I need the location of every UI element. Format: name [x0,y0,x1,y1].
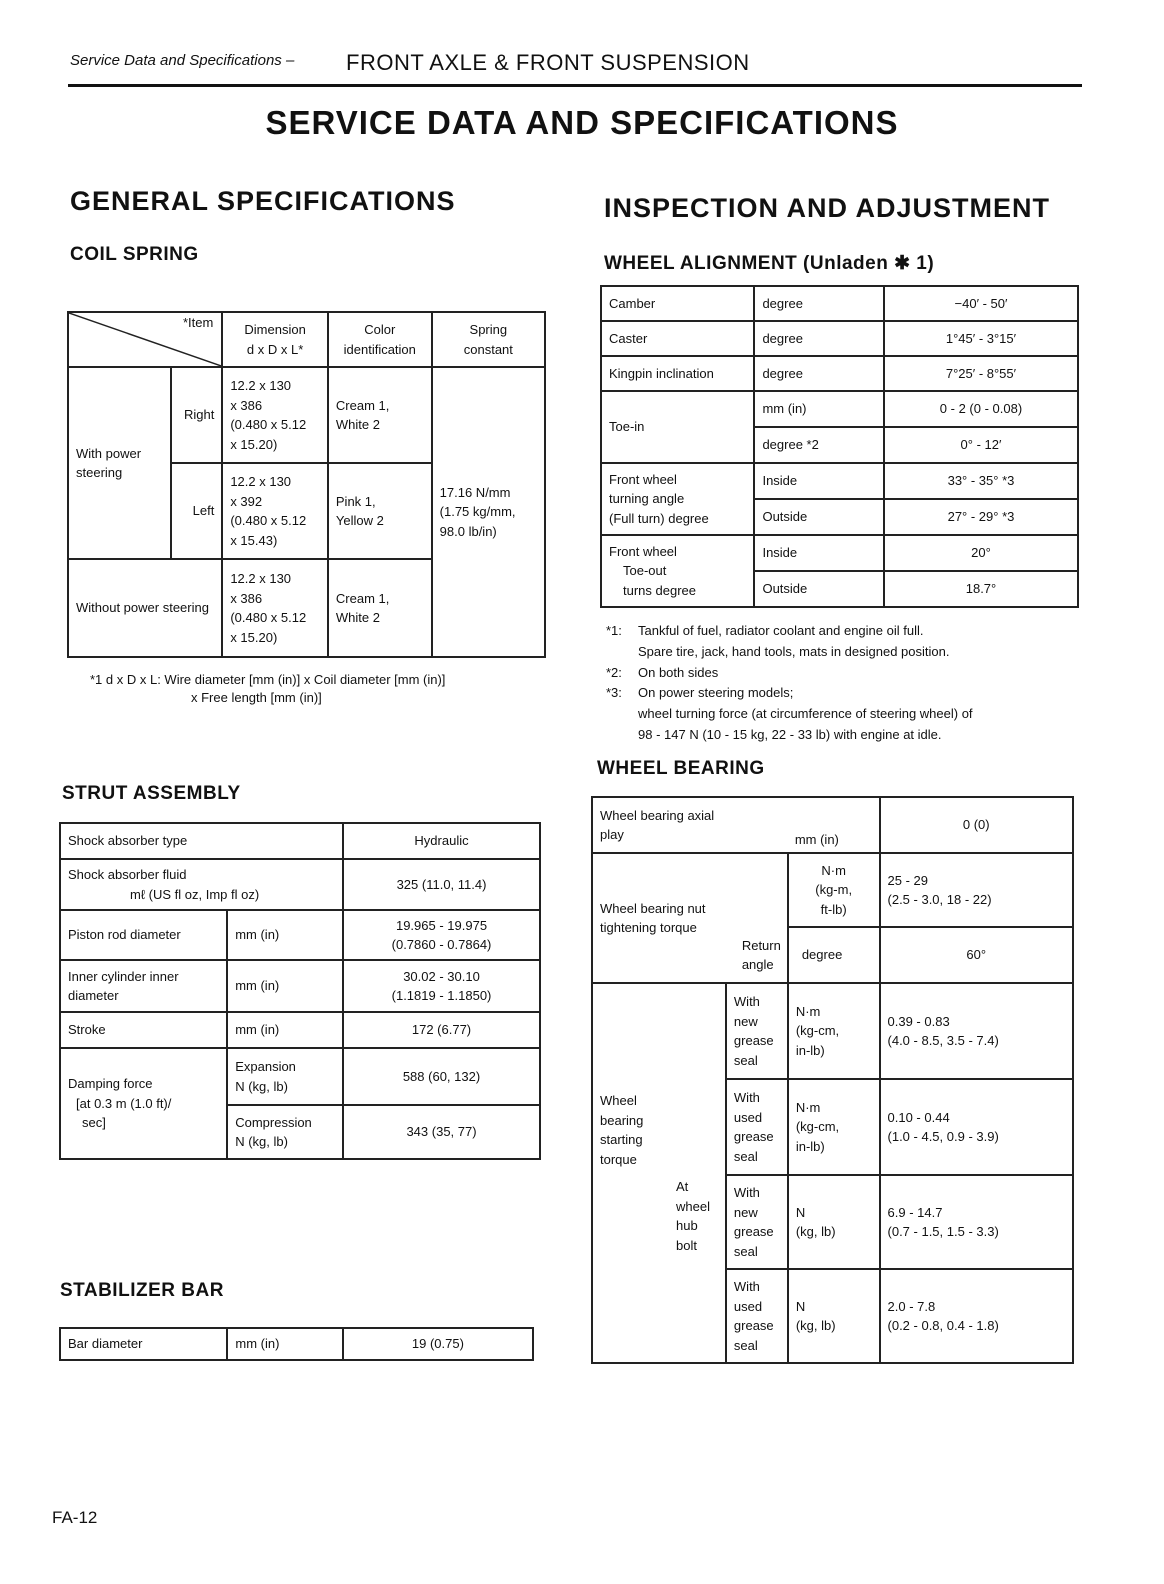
left-dimension: 12.2 x 130 x 392 (0.480 x 5.12 x 15.43) [222,463,328,559]
return-angle-unit: Return angle degree [788,927,880,983]
toe-out-inside-label: Inside [754,535,884,571]
shock-type-label: Shock absorber type [60,823,343,859]
note-1: *1: Tankful of fuel, radiator coolant and engine oil full. [606,623,924,638]
toe-in-label: Toe-in [601,391,754,463]
without-power-steering-label: Without power steering [68,559,222,657]
piston-label: Piston rod diameter [60,910,227,960]
inner-cylinder-unit: mm (in) [227,960,343,1012]
alignment-notes [606,621,1076,746]
camber-label: Camber [601,286,754,321]
coil-spring-footnote-2: x Free length [mm (in)] [191,690,322,705]
note-3-cont-1: wheel turning force (at circumference of steering wheel) of [638,706,973,722]
right-label: Right [171,367,222,463]
turning-angle-label: Front wheel turning angle (Full turn) degree [601,463,754,535]
kingpin-value: 7°25′ - 8°55′ [884,356,1078,391]
nut-torque-unit: N·m (kg-m, ft-lb) [788,853,880,927]
right-dimension: 12.2 x 130 x 386 (0.480 x 5.12 x 15.20) [222,367,328,463]
item-header-cell [68,312,222,367]
expansion-value: 588 (60, 132) [343,1048,540,1105]
axial-play-unit: mm (in) [788,797,880,853]
shock-type-value: Hydraulic [343,823,540,859]
axial-play-label: Wheel bearing axial play [592,797,788,853]
caster-unit: degree [754,321,884,356]
starting-torque-label [592,983,726,1363]
new-seal-unit: N·m (kg-cm, in-lb) [788,983,880,1079]
used-seal-label: With used grease seal [726,1079,788,1175]
turning-outside-label: Outside [754,499,884,535]
stroke-value: 172 (6.77) [343,1012,540,1048]
inner-cylinder-label: Inner cylinder inner diameter [60,960,227,1012]
toe-out-label: Front wheel Toe-out turns degree [601,535,754,607]
running-header-title: FRONT AXLE & FRONT SUSPENSION [346,50,750,75]
page-number: FA-12 [52,1508,98,1527]
damping-force-label: Damping force [at 0.3 m (1.0 ft)/ sec] [60,1048,227,1159]
caster-label: Caster [601,321,754,356]
toe-in-unit-degree: degree *2 [754,427,884,463]
return-angle-label: Return angle [741,937,781,972]
inner-cylinder-value: 30.02 - 30.10 (1.1819 - 1.1850) [343,960,540,1012]
toe-out-outside-label: Outside [754,571,884,607]
spring-constant-header: Spring constant [432,312,545,367]
compression-label: Compression N (kg, lb) [227,1105,343,1159]
toe-out-inside-value: 20° [884,535,1078,571]
expansion-label: Expansion N (kg, lb) [227,1048,343,1105]
kingpin-label: Kingpin inclination [601,356,754,391]
nut-torque-label: Wheel bearing nut tightening torque [592,853,788,983]
compression-value: 343 (35, 77) [343,1105,540,1159]
bar-diameter-value: 19 (0.75) [343,1328,533,1360]
item-label: *Item [182,315,214,330]
axial-play-value: 0 (0) [880,797,1073,853]
hub-new-seal-label: With new grease seal [726,1175,788,1269]
fluid-value: 325 (11.0, 11.4) [343,859,540,910]
bar-diameter-label: Bar diameter [60,1328,227,1360]
used-seal-value: 0.10 - 0.44 (1.0 - 4.5, 0.9 - 3.9) [880,1079,1073,1175]
note-2: *2: On both sides [606,664,719,680]
coil-spring-heading: COIL SPRING [70,244,199,265]
hub-used-seal-unit: N (kg, lb) [788,1269,880,1363]
running-header-section: Service Data and Specifications – [70,52,295,69]
general-specifications-heading: GENERAL SPECIFICATIONS [70,186,456,216]
stabilizer-bar-heading: STABILIZER BAR [60,1280,224,1301]
kingpin-unit: degree [754,356,884,391]
note-1-cont: Spare tire, jack, hand tools, mats in designed position. [638,643,950,659]
wheel-bearing-heading: WHEEL BEARING [597,758,765,779]
hub-new-seal-value: 6.9 - 14.7 (0.7 - 1.5, 1.5 - 3.3) [880,1175,1073,1269]
new-seal-label: With new grease seal [726,983,788,1079]
toe-in-value-mm: 0 - 2 (0 - 0.08) [884,391,1078,427]
header-rule [68,84,1082,87]
strut-assembly-heading: STRUT ASSEMBLY [62,783,241,804]
stroke-unit: mm (in) [227,1012,343,1048]
right-color: Cream 1, White 2 [328,367,432,463]
wheel-alignment-table [600,285,1079,608]
used-seal-unit: N·m (kg-cm, in-lb) [788,1079,880,1175]
return-angle-value: 60° [880,927,1073,983]
spring-constant-value: 17.16 N/mm (1.75 kg/mm, 98.0 lb/in) [432,367,545,657]
left-label: Left [171,463,222,559]
stabilizer-bar-table [59,1327,534,1361]
coil-spring-table [67,311,546,658]
wheel-alignment-heading: WHEEL ALIGNMENT (Unladen ✱ 1) [604,253,935,274]
camber-unit: degree [754,286,884,321]
hub-used-seal-value: 2.0 - 7.8 (0.2 - 0.8, 0.4 - 1.8) [880,1269,1073,1363]
hub-bolt-label: At wheel hub bolt [676,1179,710,1253]
coil-spring-footnote-1: *1 d x D x L: Wire diameter [mm (in)] x Coil diameter [mm (in)] [90,672,446,687]
bar-diameter-unit: mm (in) [227,1328,343,1360]
turning-outside-value: 27° - 29° *3 [884,499,1078,535]
camber-value: −40′ - 50′ [884,286,1078,321]
dimension-header: Dimension d x D x L* [222,312,328,367]
stroke-label: Stroke [60,1012,227,1048]
piston-unit: mm (in) [227,910,343,960]
nut-torque-value: 25 - 29 (2.5 - 3.0, 18 - 22) [880,853,1073,927]
toe-in-value-degree: 0° - 12′ [884,427,1078,463]
note-3-cont-2: 98 - 147 N (10 - 15 kg, 22 - 33 lb) with engine at idle. [638,726,942,742]
new-seal-value: 0.39 - 0.83 (4.0 - 8.5, 3.5 - 7.4) [880,983,1073,1079]
turning-inside-value: 33° - 35° *3 [884,463,1078,499]
strut-assembly-table [59,822,541,1160]
with-power-steering-label: With power steering [68,367,171,559]
hub-new-seal-unit: N (kg, lb) [788,1175,880,1269]
fluid-label: Shock absorber fluid mℓ (US fl oz, Imp fl oz) [60,859,343,910]
inspection-adjustment-heading: INSPECTION AND ADJUSTMENT [604,193,1051,223]
hub-used-seal-label: With used grease seal [726,1269,788,1363]
starting-torque-text: Wheel bearing starting torque [600,1093,644,1167]
turning-inside-label: Inside [754,463,884,499]
wheel-bearing-table [591,796,1074,1364]
note-3: *3: On power steering models; [606,685,794,701]
page-title: SERVICE DATA AND SPECIFICATIONS [265,104,899,141]
without-power-dimension: 12.2 x 130 x 386 (0.480 x 5.12 x 15.20) [222,559,328,657]
color-header: Color identification [328,312,432,367]
without-power-color: Cream 1, White 2 [328,559,432,657]
caster-value: 1°45′ - 3°15′ [884,321,1078,356]
left-color: Pink 1, Yellow 2 [328,463,432,559]
toe-out-outside-value: 18.7° [884,571,1078,607]
piston-value: 19.965 - 19.975 (0.7860 - 0.7864) [343,910,540,960]
toe-in-unit-mm: mm (in) [754,391,884,427]
